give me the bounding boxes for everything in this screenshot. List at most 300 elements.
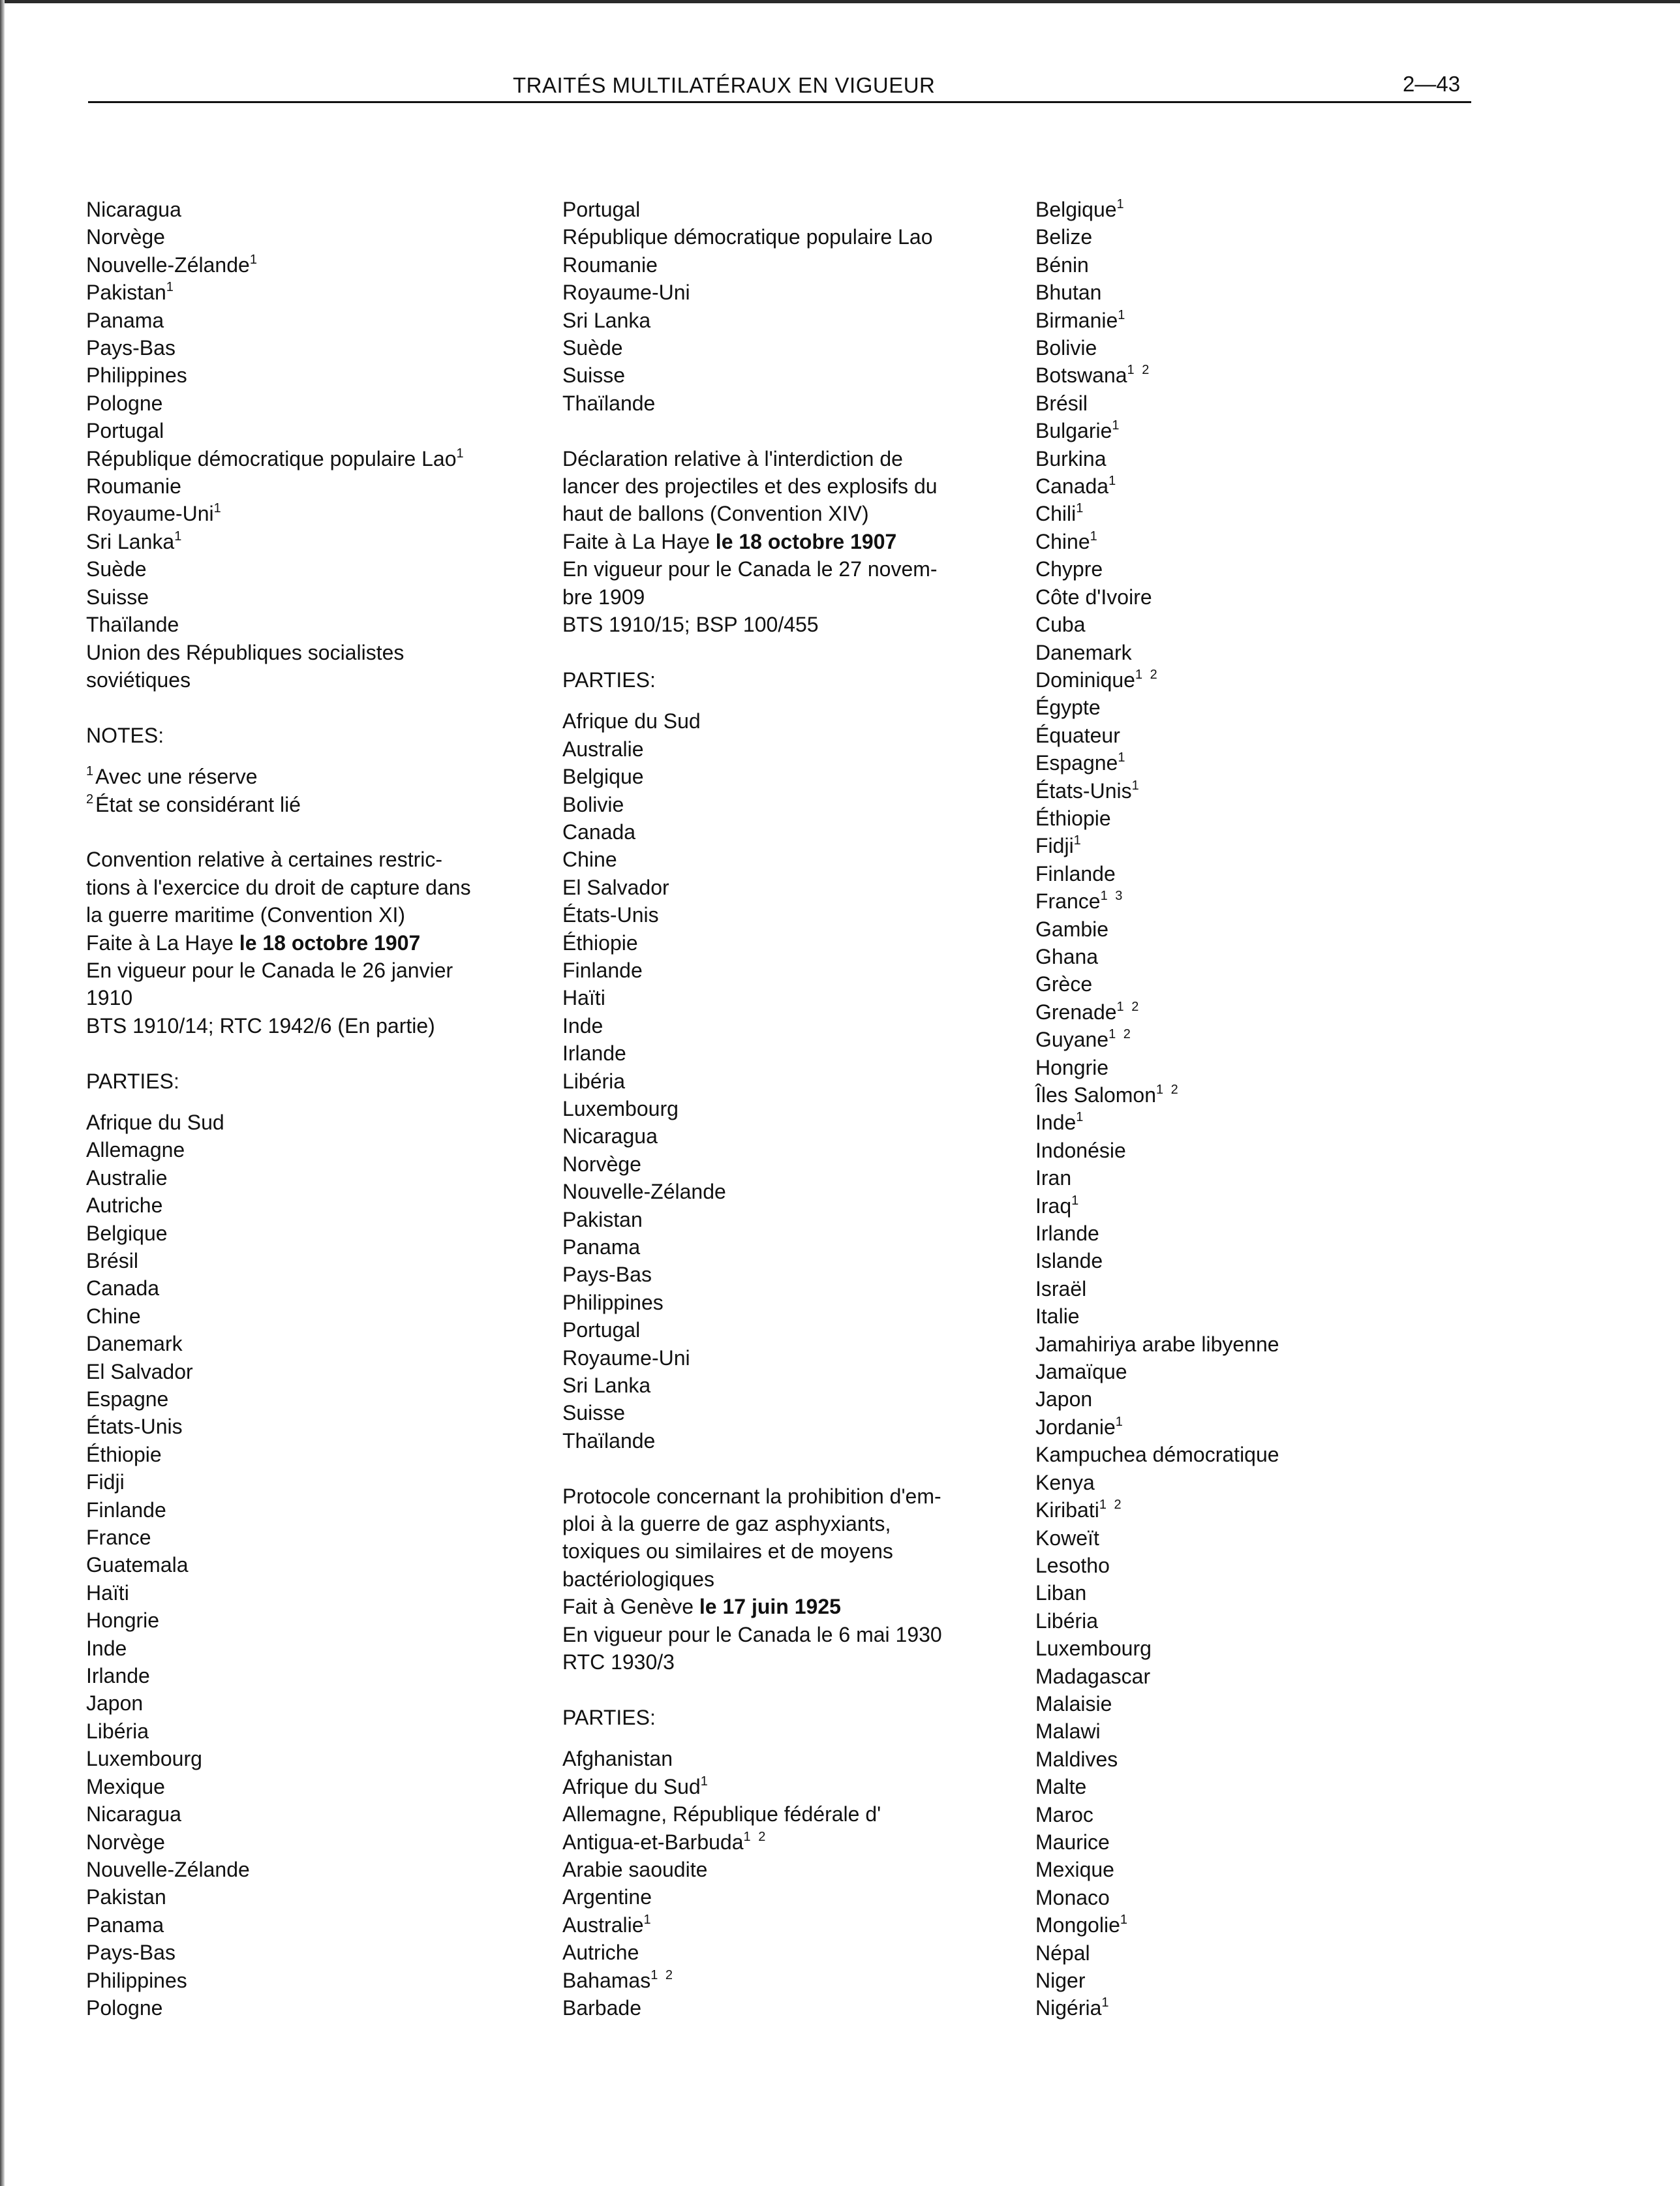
country-name: Iran xyxy=(1035,1166,1072,1190)
list-item xyxy=(562,791,1013,818)
list-item xyxy=(86,1220,530,1247)
country-name: Malaisie xyxy=(1035,1691,1112,1716)
country-name: Libéria xyxy=(562,1069,626,1093)
list-item xyxy=(1035,1579,1492,1607)
footnote-marker: 1 xyxy=(1076,1110,1086,1125)
country-name: Éthiopie xyxy=(86,1442,162,1466)
country-name: El Salvador xyxy=(86,1359,193,1383)
country-name: Maurice xyxy=(1035,1830,1110,1854)
country-name: Philippines xyxy=(562,1290,664,1314)
list-item xyxy=(562,1344,1013,1372)
country-name: Allemagne xyxy=(86,1138,185,1162)
list-item xyxy=(1035,943,1492,970)
country-name: Nigéria xyxy=(1035,1996,1102,2020)
list-item xyxy=(1035,528,1492,555)
country-name: Suisse xyxy=(86,585,149,609)
list-item xyxy=(1035,1302,1492,1330)
list-item xyxy=(1035,639,1492,666)
list-item xyxy=(1035,1137,1492,1164)
country-name: Thaïlande xyxy=(562,391,656,415)
list-item xyxy=(86,390,530,417)
country-name: Panama xyxy=(86,1913,164,1937)
list-item xyxy=(562,1261,1013,1288)
country-name: Pays-Bas xyxy=(86,1941,176,1965)
list-item xyxy=(1035,1220,1492,1247)
country-name: Ghana xyxy=(1035,944,1099,968)
list-item xyxy=(1035,390,1492,417)
country-name: Australie xyxy=(562,737,644,761)
list-item xyxy=(1035,777,1492,805)
country-name: Maldives xyxy=(1035,1747,1118,1771)
country-name: Japon xyxy=(1035,1387,1093,1411)
parties-heading: PARTIES: xyxy=(562,1705,656,1729)
page-number: 2—43 xyxy=(1403,72,1461,96)
footnote-marker: 1 2 xyxy=(1127,363,1152,378)
parties-list xyxy=(1035,196,1492,2022)
list-item xyxy=(86,417,530,444)
list-item xyxy=(562,1994,1013,2022)
list-item xyxy=(562,1150,1013,1178)
country-name: Italie xyxy=(1035,1304,1080,1329)
list-item xyxy=(1035,251,1492,279)
list-item xyxy=(562,334,1013,362)
list-item xyxy=(86,500,530,527)
list-item xyxy=(562,307,1013,334)
list-item xyxy=(1035,749,1492,777)
country-name: Inde xyxy=(1035,1111,1077,1135)
footnote-marker: 1 xyxy=(1076,501,1086,516)
list-item xyxy=(1035,805,1492,832)
footnote-marker: 1 xyxy=(1112,418,1122,433)
country-name: Thaïlande xyxy=(86,613,179,637)
list-item xyxy=(86,1302,530,1330)
list-item xyxy=(86,639,530,666)
list-item xyxy=(562,251,1013,279)
footnote-marker: 1 xyxy=(1118,750,1127,765)
list-item xyxy=(86,611,530,638)
list-item xyxy=(1035,1911,1492,1939)
country-name: Philippines xyxy=(86,1968,187,1992)
footnote-marker: 1 xyxy=(1118,307,1127,322)
country-name: El Salvador xyxy=(562,875,669,899)
list-item xyxy=(86,1496,530,1524)
list-item xyxy=(1035,1358,1492,1385)
list-item xyxy=(562,1068,1013,1095)
list-item xyxy=(86,279,530,306)
list-item xyxy=(1035,1663,1492,1690)
footnote-marker: 2 xyxy=(86,792,96,807)
footnote-marker: 1 xyxy=(1071,1193,1081,1208)
list-item xyxy=(1035,1552,1492,1579)
list-item xyxy=(86,196,530,223)
country-name: Guatemala xyxy=(86,1553,189,1577)
country-name: soviétiques xyxy=(86,668,191,692)
country-name: Australie xyxy=(562,1913,644,1937)
list-item xyxy=(562,735,1013,763)
country-name: Bolivie xyxy=(562,792,624,816)
country-name: Grèce xyxy=(1035,972,1093,996)
list-item xyxy=(562,1233,1013,1261)
list-item xyxy=(562,1289,1013,1316)
list-item xyxy=(1035,223,1492,251)
parties-heading: PARTIES: xyxy=(562,668,656,692)
footnote-marker: 1 xyxy=(1108,474,1118,489)
list-item xyxy=(562,390,1013,417)
parties-list xyxy=(562,1745,1013,2022)
country-name: Islande xyxy=(1035,1249,1103,1273)
parties-list xyxy=(86,1109,530,2022)
list-item xyxy=(562,1800,1013,1828)
list-item xyxy=(86,1164,530,1192)
country-name: Bulgarie xyxy=(1035,419,1112,443)
country-name: Maroc xyxy=(1035,1802,1093,1826)
list-item xyxy=(1035,1275,1492,1302)
list-item xyxy=(1035,1469,1492,1496)
list-item xyxy=(562,1039,1013,1067)
list-item xyxy=(86,1967,530,1994)
list-item xyxy=(562,1427,1013,1455)
country-name: Suède xyxy=(86,557,147,581)
country-name: Finlande xyxy=(562,958,643,982)
country-name: Thaïlande xyxy=(562,1428,656,1453)
country-name: Nouvelle-Zélande xyxy=(86,253,250,277)
country-name: Fidji xyxy=(86,1470,125,1494)
country-name: Mexique xyxy=(86,1774,165,1798)
country-name: Égypte xyxy=(1035,696,1101,720)
country-name: Bolivie xyxy=(1035,336,1097,360)
country-name: France xyxy=(86,1526,151,1550)
country-name: Chypre xyxy=(1035,557,1103,581)
country-name: Pologne xyxy=(86,391,163,415)
list-item xyxy=(1035,887,1492,915)
footnote-marker: 1 xyxy=(456,446,466,461)
list-item xyxy=(562,1206,1013,1233)
country-name: Équateur xyxy=(1035,723,1120,747)
country-name: Nicaragua xyxy=(86,1802,181,1826)
country-name: Afrique du Sud xyxy=(562,709,701,733)
country-name: Brésil xyxy=(1035,391,1088,415)
column-1 xyxy=(86,196,530,2022)
parties-list xyxy=(562,707,1013,1455)
list-item xyxy=(562,362,1013,389)
footnote-marker: 1 xyxy=(174,529,184,544)
list-item xyxy=(86,1911,530,1939)
list-item xyxy=(562,763,1013,790)
country-name: Barbade xyxy=(562,1995,641,2020)
list-item xyxy=(86,1413,530,1440)
country-name: Pakistan xyxy=(562,1207,643,1231)
list-item xyxy=(562,874,1013,901)
country-name: Bénin xyxy=(1035,253,1089,277)
footnote-marker: 1 2 xyxy=(1108,1027,1133,1042)
country-name: États-Unis xyxy=(86,1415,183,1439)
country-name: Haïti xyxy=(86,1580,129,1605)
list-item xyxy=(86,1524,530,1551)
country-name: Danemark xyxy=(86,1332,183,1356)
country-name: Argentine xyxy=(562,1885,652,1909)
list-item xyxy=(1035,1939,1492,1967)
footnote-marker: 1 2 xyxy=(1135,667,1159,682)
treaty-entry-into-force: En vigueur pour le Canada le 26 janvier 1910 xyxy=(86,958,453,1010)
footnote-marker: 1 xyxy=(700,1774,710,1789)
list-item xyxy=(1035,1192,1492,1220)
list-item xyxy=(1035,1746,1492,1773)
country-name: Belize xyxy=(1035,225,1093,249)
country-name: Irlande xyxy=(562,1041,626,1066)
footnote-marker: 1 xyxy=(1115,1414,1125,1429)
treaty-references: RTC 1930/3 xyxy=(562,1650,675,1674)
treaty-done-at: Faite à La Haye le 18 octobre 1907 xyxy=(86,931,421,955)
country-name: Roumanie xyxy=(562,253,658,277)
list-item xyxy=(562,818,1013,846)
list-item xyxy=(1035,611,1492,638)
footnote-marker: 1 2 xyxy=(1116,999,1141,1014)
list-item xyxy=(86,1468,530,1496)
country-name: Afrique du Sud xyxy=(562,1774,701,1798)
list-item xyxy=(1035,666,1492,694)
country-name: Malawi xyxy=(1035,1719,1101,1744)
parties-heading: PARTIES: xyxy=(86,1069,179,1093)
list-item xyxy=(86,1689,530,1717)
country-name: Luxembourg xyxy=(86,1747,202,1771)
country-name: Haïti xyxy=(562,986,605,1010)
list-item xyxy=(86,1441,530,1468)
country-name: République démocratique populaire Lao xyxy=(562,225,933,249)
country-name: France xyxy=(1035,889,1101,914)
list-item xyxy=(86,1800,530,1828)
country-name: Roumanie xyxy=(86,474,181,499)
list-item xyxy=(1035,307,1492,334)
country-name: Japon xyxy=(86,1691,144,1716)
list-item xyxy=(1035,500,1492,527)
list-item xyxy=(86,1828,530,1856)
country-name: Panama xyxy=(562,1235,641,1259)
footnote-marker: 1 xyxy=(1101,1995,1111,2010)
list-item xyxy=(1035,1773,1492,1800)
list-item xyxy=(562,1856,1013,1883)
country-name: Kampuchea démocratique xyxy=(1035,1443,1279,1467)
footnote-marker: 1 2 xyxy=(1155,1083,1180,1097)
country-name: Mexique xyxy=(1035,1858,1114,1882)
treaty-date: le 17 juin 1925 xyxy=(699,1595,841,1619)
list-item xyxy=(86,1579,530,1607)
treaty-references: BTS 1910/15; BSP 100/455 xyxy=(562,613,819,637)
country-name: Luxembourg xyxy=(562,1096,679,1120)
list-item xyxy=(86,1330,530,1357)
footnote-marker: 1 3 xyxy=(1100,889,1125,904)
list-item xyxy=(86,251,530,279)
country-name: Guyane xyxy=(1035,1028,1109,1052)
country-name: Royaume-Uni xyxy=(86,502,214,526)
header-rule xyxy=(88,101,1471,103)
country-name: Pakistan xyxy=(86,281,166,305)
country-name: Burkina xyxy=(1035,446,1107,470)
list-item xyxy=(562,1012,1013,1039)
country-name: États-Unis xyxy=(562,903,659,927)
treaty-entry-into-force: En vigueur pour le Canada le 27 novem- bre 1909 xyxy=(562,557,938,609)
list-item xyxy=(562,1372,1013,1399)
list-item xyxy=(86,362,530,389)
footnote-marker: 1 xyxy=(1073,833,1083,848)
country-name: Madagascar xyxy=(1035,1664,1151,1688)
list-item xyxy=(86,1856,530,1883)
country-name: Niger xyxy=(1035,1969,1086,1992)
list-item xyxy=(86,1385,530,1413)
list-item xyxy=(1035,196,1492,223)
list-item xyxy=(86,1773,530,1800)
footnote-marker: 1 xyxy=(1116,197,1126,211)
list-item xyxy=(1035,860,1492,887)
list-item xyxy=(86,555,530,583)
footnote-marker: 1 xyxy=(1131,778,1141,793)
list-item xyxy=(562,1399,1013,1426)
list-item xyxy=(1035,916,1492,943)
running-header-title: TRAITÉS MULTILATÉRAUX EN VIGUEUR xyxy=(513,73,936,97)
country-name: Luxembourg xyxy=(1035,1637,1152,1661)
country-name: Philippines xyxy=(86,363,187,388)
country-name: Bahamas xyxy=(562,1968,651,1992)
list-item xyxy=(562,1939,1013,1966)
country-name: Finlande xyxy=(86,1498,166,1522)
country-name: Nouvelle-Zélande xyxy=(86,1857,250,1881)
country-name: Bhutan xyxy=(1035,281,1102,305)
country-list xyxy=(562,196,1013,417)
country-name: Portugal xyxy=(562,198,641,221)
list-item xyxy=(562,1316,1013,1344)
list-item xyxy=(86,1109,530,1136)
country-name: Suisse xyxy=(562,363,626,388)
treaty-entry-into-force: En vigueur pour le Canada le 6 mai 1930 xyxy=(562,1622,942,1646)
country-name: Belgique xyxy=(86,1221,168,1245)
country-name: Dominique xyxy=(1035,668,1135,692)
list-item xyxy=(562,1967,1013,1994)
list-item xyxy=(1035,279,1492,306)
treaty-done-at: Fait à Genève le 17 juin 1925 xyxy=(562,1595,841,1619)
list-item xyxy=(1035,1828,1492,1856)
list-item xyxy=(86,1745,530,1772)
list-item xyxy=(1035,1856,1492,1883)
list-item xyxy=(86,1662,530,1689)
country-name: Portugal xyxy=(86,419,164,443)
country-name: Jordanie xyxy=(1035,1415,1116,1439)
list-item xyxy=(86,1607,530,1634)
country-name: Afghanistan xyxy=(562,1747,673,1771)
treaty-done-at: Faite à La Haye le 18 octobre 1907 xyxy=(562,529,897,553)
country-name: Kenya xyxy=(1035,1470,1095,1494)
list-item xyxy=(1035,1331,1492,1358)
country-name: Îles Salomon xyxy=(1035,1083,1156,1107)
country-name: Birmanie xyxy=(1035,308,1118,332)
list-item xyxy=(86,445,530,472)
treaty-title: Convention relative à certaines restric- tions à l'exercice du droit de capture dans la guerre maritime (Convention XI) xyxy=(86,848,471,927)
treaty-references: BTS 1910/14; RTC 1942/6 (En partie) xyxy=(86,1013,435,1038)
list-item xyxy=(1035,1109,1492,1136)
list-item xyxy=(86,1358,530,1385)
country-name: Kiribati xyxy=(1035,1498,1099,1522)
list-item xyxy=(1035,998,1492,1026)
list-item xyxy=(1035,472,1492,500)
list-item xyxy=(562,846,1013,873)
list-item xyxy=(1035,1413,1492,1441)
footnote-marker: 1 2 xyxy=(650,1967,675,1982)
list-item xyxy=(1035,832,1492,859)
list-item xyxy=(562,1178,1013,1205)
list-item xyxy=(86,1883,530,1911)
list-item xyxy=(562,279,1013,306)
country-name: Irlande xyxy=(86,1664,150,1688)
list-item xyxy=(1035,970,1492,998)
scan-edge-left xyxy=(0,0,5,2186)
country-name: Finlande xyxy=(1035,861,1116,885)
country-name: Mongolie xyxy=(1035,1913,1120,1937)
country-name: Malte xyxy=(1035,1775,1087,1799)
column-3 xyxy=(1035,196,1492,2022)
country-name: Pays-Bas xyxy=(562,1263,652,1287)
country-name: Nouvelle-Zélande xyxy=(562,1180,726,1204)
country-name: Belgique xyxy=(1035,198,1117,221)
list-item xyxy=(562,196,1013,223)
list-item xyxy=(562,1122,1013,1150)
country-name: Israël xyxy=(1035,1276,1087,1301)
list-item xyxy=(1035,1801,1492,1828)
list-item xyxy=(86,472,530,500)
list-item xyxy=(1035,362,1492,389)
list-item xyxy=(86,583,530,611)
list-item xyxy=(1035,334,1492,362)
list-item xyxy=(1035,1717,1492,1745)
country-name: Brésil xyxy=(86,1248,139,1272)
country-name: Monaco xyxy=(1035,1885,1110,1909)
list-item xyxy=(562,1828,1013,1856)
list-item xyxy=(1035,694,1492,721)
list-item xyxy=(562,1773,1013,1800)
list-item xyxy=(86,1939,530,1966)
note-1: $^1$Avec une réserve xyxy=(86,764,258,789)
list-item xyxy=(562,1095,1013,1122)
country-name: Canada xyxy=(86,1276,160,1301)
note-2: $^2$État se considérant lié xyxy=(86,792,301,816)
country-name: Sri Lanka xyxy=(562,308,651,332)
country-name: Afrique du Sud xyxy=(86,1110,224,1134)
country-name: États-Unis xyxy=(1035,778,1132,803)
list-item xyxy=(1035,1496,1492,1524)
country-name: Australie xyxy=(86,1165,168,1190)
list-item xyxy=(1035,1607,1492,1635)
country-name: Botswana xyxy=(1035,363,1127,388)
country-name: Lesotho xyxy=(1035,1553,1110,1577)
list-item xyxy=(562,957,1013,984)
list-item xyxy=(1035,1884,1492,1911)
country-name: Pays-Bas xyxy=(86,336,176,360)
country-name: Nicaragua xyxy=(562,1124,658,1148)
list-item xyxy=(86,1274,530,1302)
footnote-marker: 1 xyxy=(213,501,223,516)
list-item xyxy=(86,528,530,555)
country-name: Chine xyxy=(562,848,617,872)
list-item xyxy=(1035,1164,1492,1192)
country-name: Hongrie xyxy=(86,1609,160,1633)
country-name: Libéria xyxy=(1035,1609,1099,1633)
treaty-date: le 18 octobre 1907 xyxy=(715,529,897,553)
list-item xyxy=(86,666,530,694)
country-name: Sri Lanka xyxy=(562,1374,651,1398)
country-name: Norvège xyxy=(86,1830,165,1854)
country-name: Royaume-Uni xyxy=(562,1346,690,1370)
country-name: Pakistan xyxy=(86,1885,166,1909)
country-name: Iraq xyxy=(1035,1193,1072,1218)
list-item xyxy=(1035,417,1492,444)
footnote-marker: 1 xyxy=(1120,1913,1129,1928)
